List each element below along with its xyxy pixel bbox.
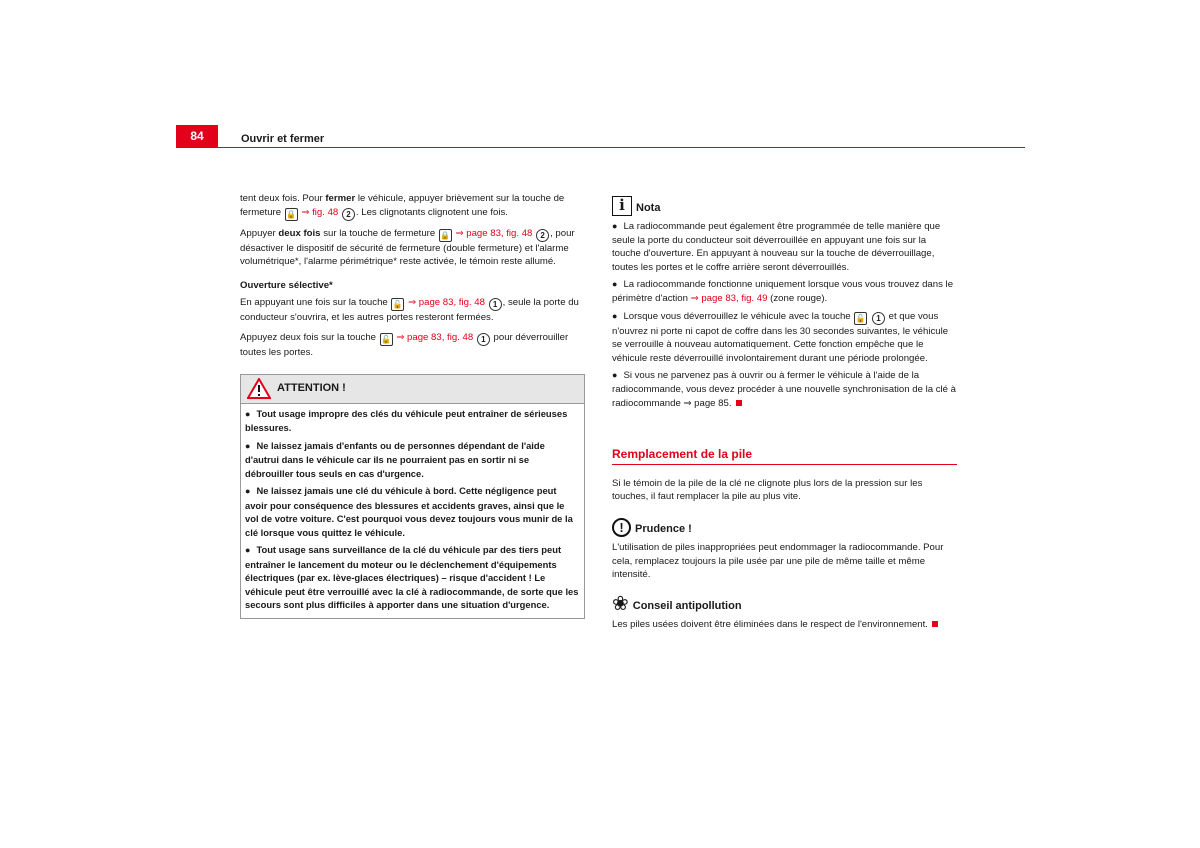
end-marker-icon bbox=[932, 621, 938, 627]
page-link[interactable]: ⇒ page 83, fig. 49 bbox=[690, 292, 768, 304]
end-marker-icon bbox=[736, 400, 742, 406]
nota-item: ● La radiocommande peut également être programmée de telle manière que seule la porte du conducteur soit déverrouillée en appuyant une fois sur la touche d'ouverture. En appuyant à nouveau sur la touche de déverrouillage, toutes les portes et le coffre arrière seront déverrouillés. bbox=[612, 221, 941, 273]
nota-item: ● La radiocommande fonctionne uniquement lorsque vous vous trouvez dans le périmètre d'action ⇒ page 83, fig. 49 (zone rouge). bbox=[612, 279, 954, 304]
callout-number: 1 bbox=[489, 298, 502, 311]
conseil-text: Les piles usées doivent être éliminées dans le respect de l'environnement. bbox=[612, 618, 957, 632]
unlock-key-icon: 🔓 bbox=[381, 334, 392, 344]
header-rule bbox=[176, 147, 1025, 148]
page-link[interactable]: ⇒ page 83, fig. 48 bbox=[455, 227, 533, 239]
lock-key-icon: 🔒 bbox=[286, 209, 297, 219]
page-link[interactable]: ⇒ page 83, fig. 48 bbox=[396, 331, 474, 343]
nota-title: Nota bbox=[636, 202, 661, 215]
figure-link[interactable]: ⇒ fig. 48 bbox=[301, 206, 339, 218]
conseil-title: Conseil antipollution bbox=[632, 600, 742, 613]
flower-icon: ❀ bbox=[612, 592, 629, 615]
nota-item: ● Si vous ne parvenez pas à ouvrir ou à fermer le véhicule à l'aide de la radiocommande, vous devez procéder à une nouvelle synchronisation de la clé à radiocommande ⇒ page 85. bbox=[612, 370, 956, 409]
prudence-title: Prudence ! bbox=[635, 523, 692, 536]
warning-item: ● Tout usage impropre des clés du véhicule peut entraîner de sérieuses blessures. bbox=[245, 407, 568, 434]
warning-item: ● Ne laissez jamais une clé du véhicule à bord. Cette négligence peut avoir pour conséquence des blessures et accidents graves, ainsi que le vol de votre voiture. C'est pourquoi vous devez toujours vous munir de la clé lorsque vous quittez le véhicule. bbox=[245, 485, 573, 538]
paragraph-double-press: Appuyez deux fois sur la touche 🔓 ⇒ page 83, fig. 48 1 pour déverrouiller toutes les portes. bbox=[240, 331, 569, 358]
nota-item: ● Lorsque vous déverrouillez le véhicule avec la touche 🔓 1 et que vous n'ouvrez ni porte ni capot de coffre dans les 30 secondes suivantes, le véhicule se verrouille à nouveau automatiquement. Cette fonction empêche que le véhicule reste déverrouillé involontairement durant une période prolongée. bbox=[612, 310, 949, 364]
right-column bbox=[612, 196, 957, 637]
section-paragraph: Si le témoin de la pile de la clé ne clignote plus lors de la pression sur les touches, il faut remplacer la pile au plus vite. bbox=[612, 477, 923, 503]
page-number: 84 bbox=[176, 125, 218, 148]
warning-box bbox=[240, 374, 585, 619]
conseil-header bbox=[612, 594, 957, 614]
paragraph-single-press: En appuyant une fois sur la touche 🔓 ⇒ page 83, fig. 48 1 , seule la porte du conducteur s'ouvrira, et les autres portes resteront fermées. bbox=[240, 297, 579, 324]
warning-triangle-icon bbox=[247, 378, 271, 399]
warning-title: ATTENTION ! bbox=[277, 381, 346, 394]
callout-number: 1 bbox=[872, 312, 885, 325]
unlock-key-icon: 🔓 bbox=[392, 300, 403, 310]
callout-number: 2 bbox=[342, 208, 355, 221]
subheading-selective-opening: Ouverture sélective* bbox=[240, 279, 333, 291]
callout-number: 2 bbox=[536, 229, 549, 242]
page-link[interactable]: ⇒ page 83, fig. 48 bbox=[408, 297, 485, 309]
warning-header bbox=[241, 375, 584, 404]
prudence-header bbox=[612, 518, 957, 537]
callout-number: 1 bbox=[477, 333, 490, 346]
warning-item: ● Tout usage sans surveillance de la clé du véhicule par des tiers peut entraîner le lancement du moteur ou le déclenchement d'équipements électriques (par ex. lève-glaces électriques) – risque d'accident ! Le véhicule peut être verrouillé avec la clé à radiocommande, de sorte que les secours sont plus difficiles à apporter dans une situation d'urgence. bbox=[245, 544, 579, 611]
warning-body bbox=[241, 404, 584, 618]
caution-icon: ! bbox=[612, 518, 631, 537]
unlock-key-icon: 🔓 bbox=[855, 313, 866, 323]
paragraph-close: tent deux fois. Pour fermer le véhicule, appuyer brièvement sur la touche de fermeture 🔒 ⇒ fig. 48 2 . Les clignotants clignotent une fois. bbox=[240, 193, 565, 219]
warning-item: ● Ne laissez jamais d'enfants ou de personnes dépendant de l'aide d'autrui dans le véhicule car ils ne pourraient pas en sortir ni se débrouiller tous seuls en cas d'urgence. bbox=[245, 439, 545, 479]
lock-key-icon: 🔒 bbox=[440, 230, 451, 240]
chapter-title: Ouvrir et fermer bbox=[241, 133, 325, 145]
left-column bbox=[240, 192, 585, 619]
section-title: Remplacement de la pile bbox=[612, 448, 957, 465]
nota-header bbox=[612, 196, 957, 216]
info-icon: i bbox=[612, 196, 632, 216]
prudence-text: L'utilisation de piles inappropriées peut endommager la radiocommande. Pour cela, remplacez toujours la pile usée par une pile de même taille et même intensité. bbox=[612, 541, 944, 581]
paragraph-double-lock: Appuyer deux fois sur la touche de fermeture 🔒 ⇒ page 83, fig. 48 2 , pour désactiver le dispositif de sécurité de fermeture (double fermeture) et l'alarme volumétrique*, l'alarme périmétrique* reste activée, le témoin reste allumé. bbox=[240, 227, 575, 268]
